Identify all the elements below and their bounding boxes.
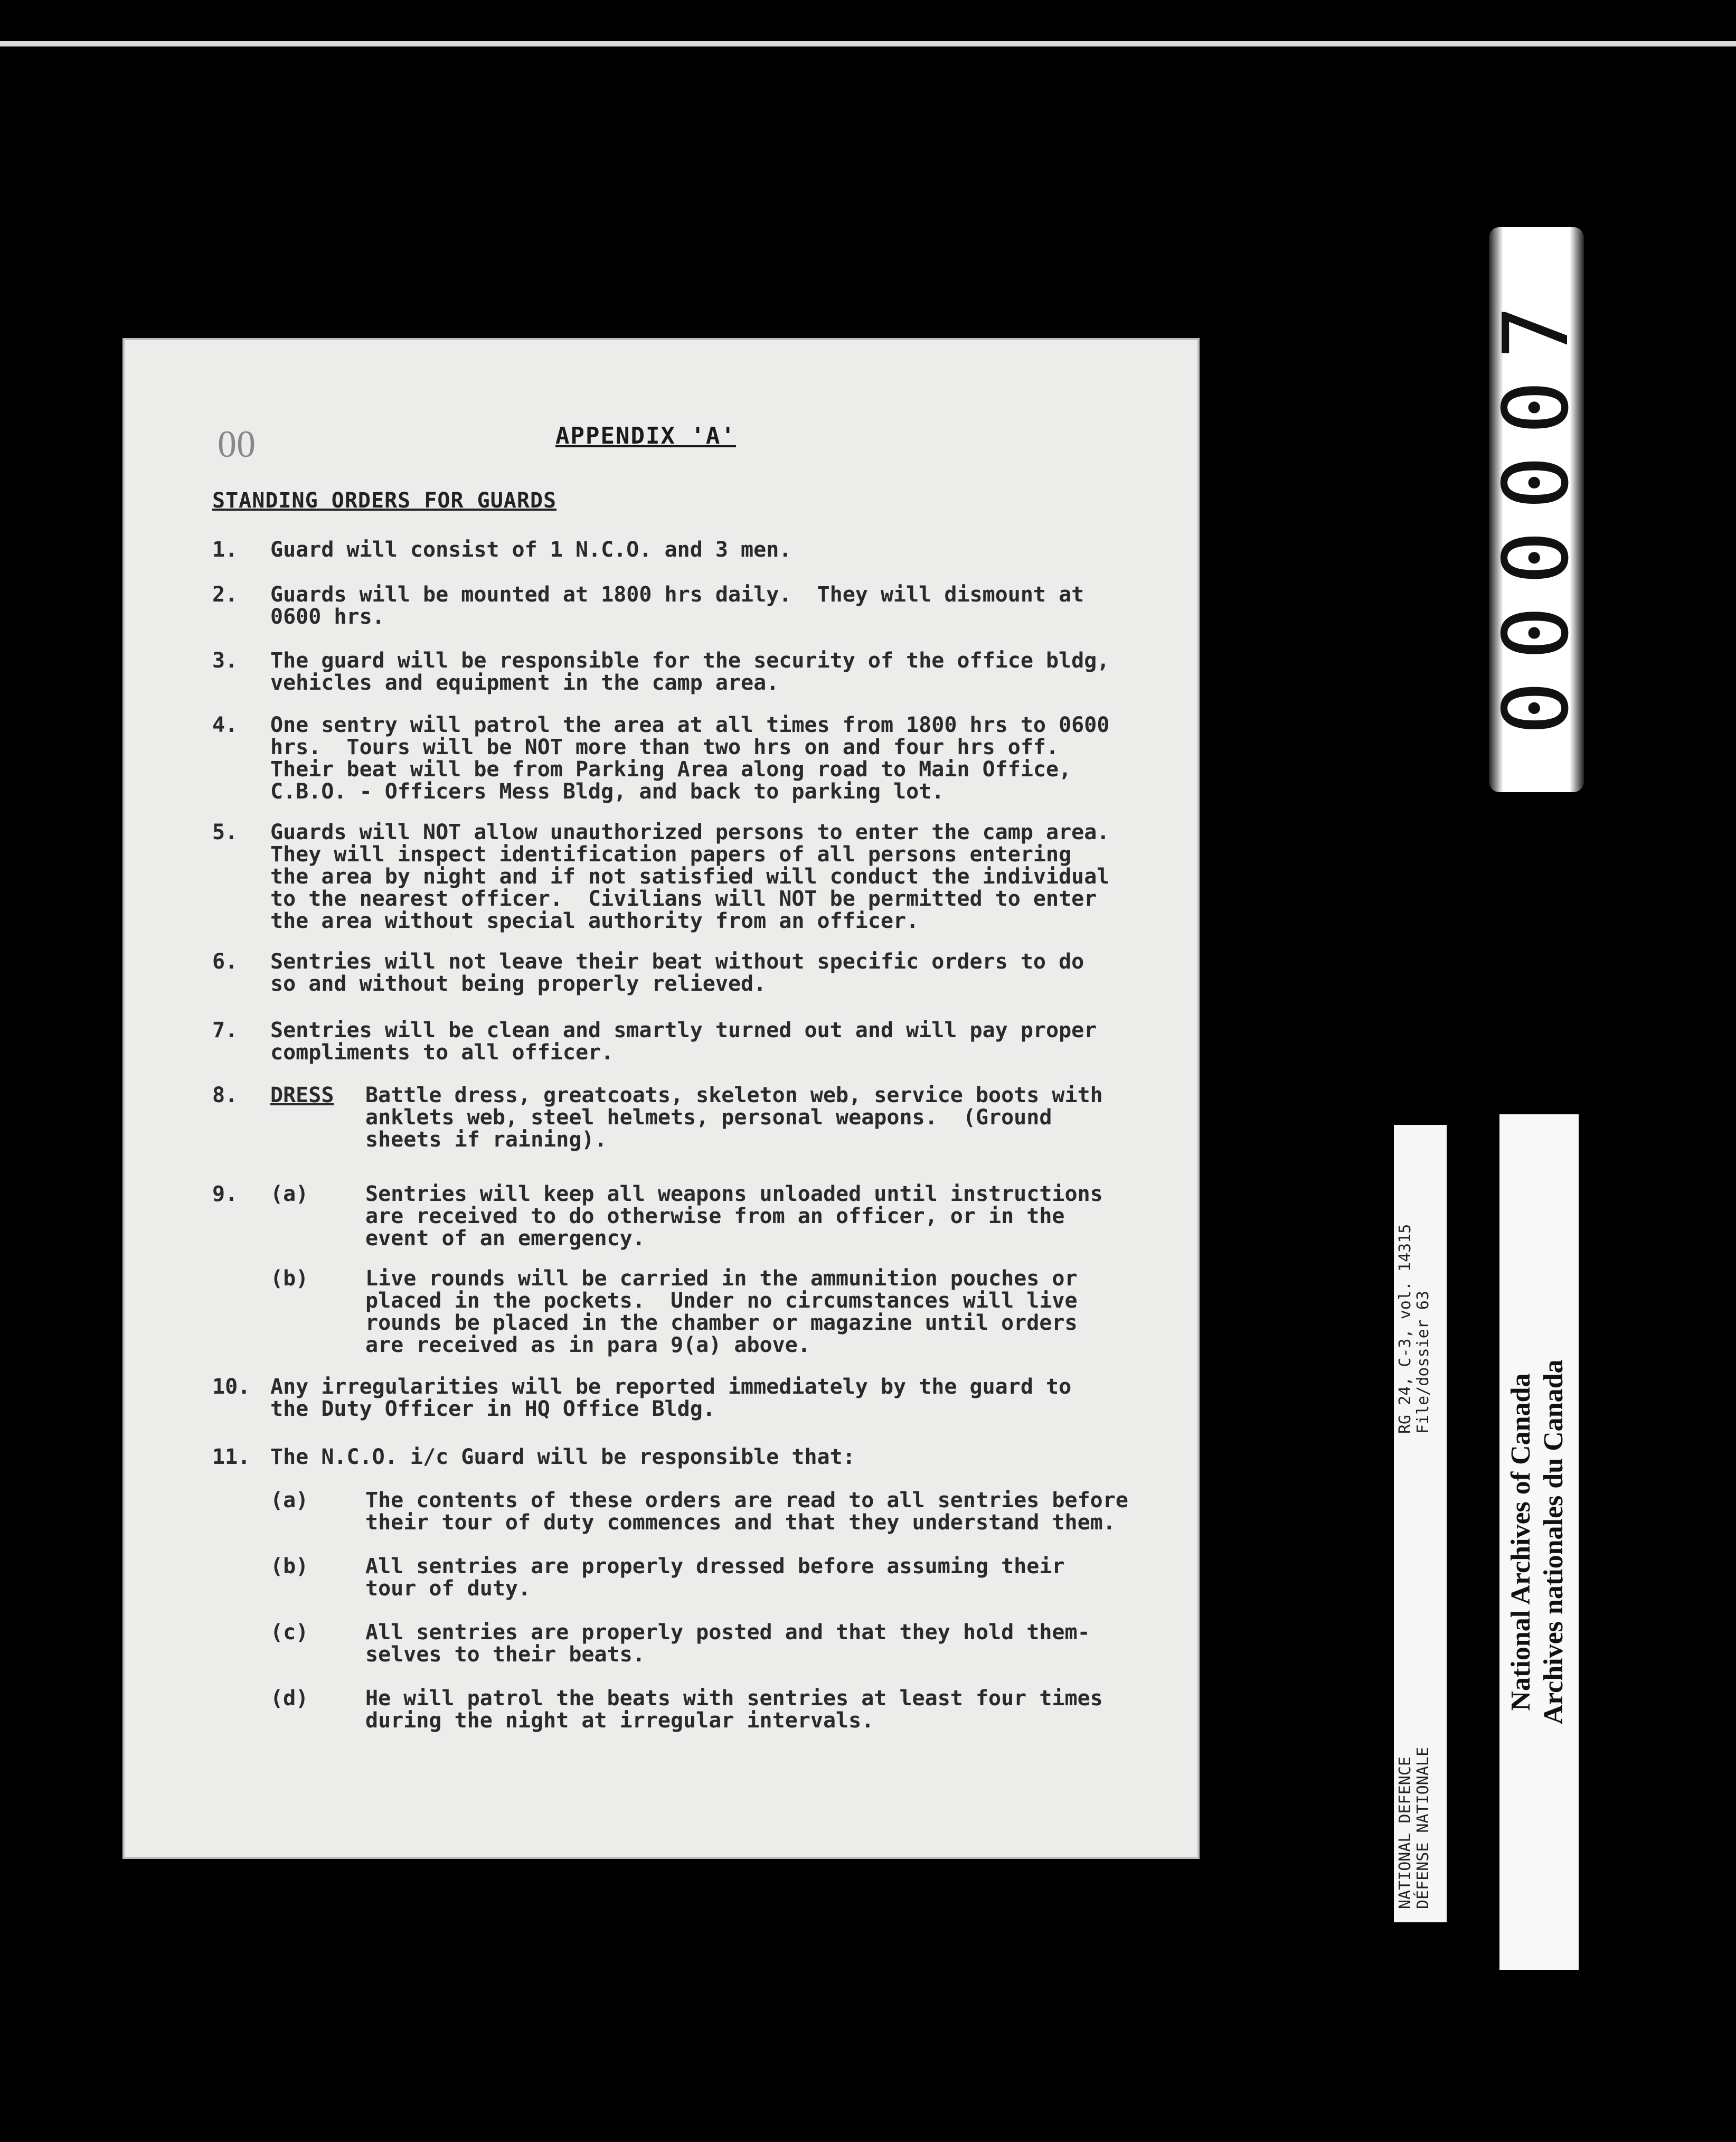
document-page — [122, 338, 1200, 1859]
paragraph-number: 4. — [212, 713, 238, 737]
paragraph-number: 3. — [212, 649, 238, 673]
sub-item-letter: (c) — [270, 1620, 309, 1645]
paragraph-text: One sentry will patrol the area at all times from 1800 hrs to 0600 hrs. Tours will be NOT more than two hrs on and four hrs off. Their beat will be from Parking Area along road to Main Office, C.B.O. - Officers Mess Bldg, and back to parking lot. — [270, 713, 1110, 804]
paragraph-number: 1. — [212, 538, 238, 562]
paragraph-text: Sentries will be clean and smartly turned out and will pay proper compliments to all officer. — [270, 1018, 1097, 1065]
sub-item-text: All sentries are properly dressed before assuming their tour of duty. — [365, 1554, 1065, 1601]
archives-label-content — [1505, 1130, 1573, 1954]
paragraph-number: 8. — [212, 1083, 238, 1107]
frame-number-stamp — [1484, 227, 1589, 792]
paragraph-text: Guards will be mounted at 1800 hrs daily. They will dismount at 0600 hrs. — [270, 583, 1084, 629]
paragraph-text: Battle dress, greatcoats, skeleton web, service boots with anklets web, steel helmets, personal weapons. (Ground sheets if raining). — [365, 1083, 1103, 1152]
sub-item-letter: (b) — [270, 1554, 309, 1579]
paragraph-number: 9. — [212, 1182, 238, 1206]
file-dossier-line: File/dossier 63 — [1414, 1291, 1432, 1434]
paragraph-9b — [212, 1267, 1184, 1356]
appendix-title: APPENDIX 'A' — [555, 422, 736, 449]
paragraph-number: 5. — [212, 820, 238, 844]
paragraph-text: The guard will be responsible for the security of the office bldg, vehicles and equipment in the camp area. — [270, 649, 1110, 695]
defence-reference-label — [1394, 1125, 1447, 1922]
sub-item-text: All sentries are properly posted and that they hold them- selves to their beats. — [365, 1620, 1090, 1667]
paragraph-text: Guards will NOT allow unauthorized persons to enter the camp area. They will inspect identification papers of all persons entering the area by night and if not satisfied will conduct the individual to the nearest officer. Civilians will NOT be permitted to enter the area without special authority from an officer. — [270, 820, 1110, 933]
dress-label: DRESS — [270, 1083, 334, 1107]
sub-item-letter: (a) — [270, 1182, 309, 1206]
file-reference-text — [1397, 1138, 1432, 1434]
national-defence-text — [1397, 1645, 1432, 1909]
paragraph-number: 10. — [212, 1375, 251, 1399]
sub-item-text: He will patrol the beats with sentries at least four times during the night at irregular intervals. — [365, 1686, 1103, 1733]
paragraph-number: 7. — [212, 1018, 238, 1042]
archives-label — [1499, 1114, 1579, 1970]
archives-line-fr: Archives nationales du Canada — [1539, 1359, 1569, 1725]
sub-item-text: The contents of these orders are read to all sentries before their tour of duty commences and that they understand them. — [365, 1488, 1128, 1535]
paragraph-11d — [212, 1687, 1184, 1776]
paragraph-number: 11. — [212, 1445, 251, 1469]
sub-item-text: Live rounds will be carried in the ammunition pouches or placed in the pockets. Under no circumstances will live rounds be placed in the chamber or magazine until orders are received as in para 9(a) above. — [365, 1266, 1078, 1357]
paragraph-number: 2. — [212, 583, 238, 607]
archives-line-en: National Archives of Canada — [1506, 1373, 1536, 1711]
paragraph-number: 6. — [212, 950, 238, 974]
section-heading: STANDING ORDERS FOR GUARDS — [212, 488, 557, 513]
defence-line-fr: DÉFENSE NATIONALE — [1414, 1746, 1432, 1909]
frame-number: 000007 — [1484, 284, 1589, 736]
margin-mark: 00 — [218, 423, 256, 465]
sub-item-text: Sentries will keep all weapons unloaded until instructions are received to do otherwise from an officer, or in the event of an emergency. — [365, 1182, 1103, 1251]
defence-line-en: NATIONAL DEFENCE — [1396, 1756, 1414, 1909]
sub-item-letter: (b) — [270, 1266, 309, 1291]
paragraph-text: Sentries will not leave their beat without specific orders to do so and without being properly relieved. — [270, 950, 1084, 996]
paragraph-text: Guard will consist of 1 N.C.O. and 3 men. — [270, 538, 792, 562]
paragraph-8-dress — [212, 1084, 1184, 1195]
record-group-line: RG 24, C-3, vol. 14315 — [1396, 1224, 1414, 1434]
scan-top-line — [0, 41, 1736, 46]
sub-item-letter: (a) — [270, 1488, 309, 1512]
defence-label-content — [1397, 1133, 1444, 1914]
paragraph-4 — [212, 714, 1184, 803]
paragraph-text: Any irregularities will be reported immediately by the guard to the Duty Officer in HQ Office Bldg. — [270, 1375, 1072, 1421]
paragraph-5 — [212, 820, 1184, 933]
sub-item-letter: (d) — [270, 1686, 309, 1711]
paragraph-text: The N.C.O. i/c Guard will be responsible that: — [270, 1445, 855, 1469]
